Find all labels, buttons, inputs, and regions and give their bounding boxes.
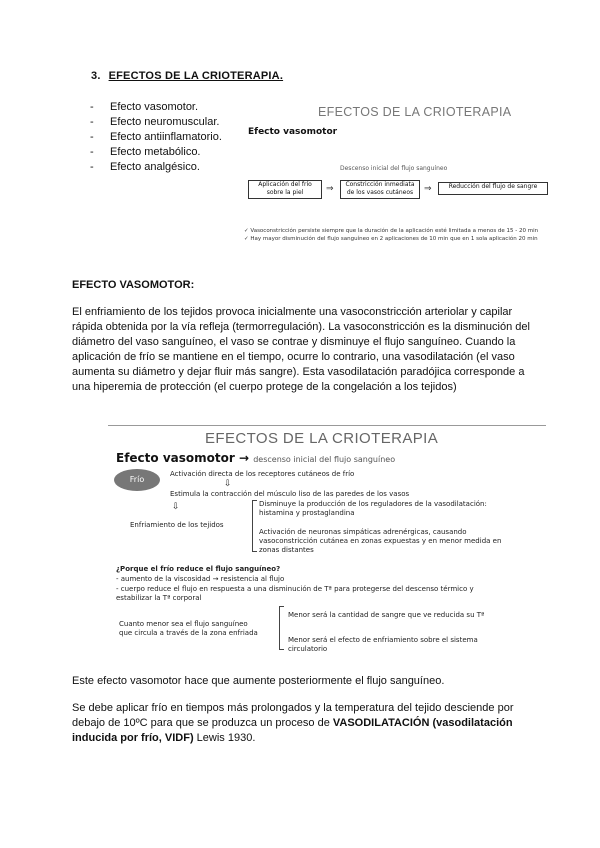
figure1-title: EFECTOS DE LA CRIOTERAPIA — [318, 105, 512, 119]
diagram-line: - aumento de la viscosidad → resistencia al flujo — [116, 575, 285, 583]
figure1-note: ✓ Vasoconstricción persiste siempre que la duración de la aplicación esté limitada a menos de 15 - 20 min — [244, 228, 539, 234]
vidf-term: VASODILATACIÓN (vasodilatación inducida por frío, VIDF) — [72, 717, 513, 744]
list-item: - Efecto antiinflamatorio. — [90, 130, 222, 145]
list-item: - Efecto analgésico. — [90, 160, 222, 175]
diagram-question: ¿Porque el frío reduce el flujo sanguíneo? — [116, 565, 281, 573]
diagram-line: que circula a través de la zona enfriada — [119, 629, 258, 637]
diagram-line: Menor será el efecto de enfriamiento sobre el sistema — [288, 636, 478, 644]
list-item: - Efecto vasomotor. — [90, 100, 222, 115]
cold-oval: Frío — [114, 469, 160, 491]
arrow-icon: ⇒ — [326, 183, 334, 193]
vasomotor-paragraph — [72, 305, 530, 395]
diagram-line: vasoconstricción cutánea en zonas expuestas y en menor medida en — [259, 537, 502, 545]
section-number: 3. — [91, 70, 101, 82]
section-title: EFECTOS DE LA CRIOTERAPIA. — [108, 70, 284, 82]
diagram-line: Activación directa de los receptores cutáneos de frío — [170, 470, 355, 478]
list-item: - Efecto metabólico. — [90, 145, 222, 160]
figure2-subtitle — [116, 451, 395, 465]
diagram-line: - cuerpo reduce el flujo en respuesta a una disminución de Tª para protegerse del descenso térmico y — [116, 585, 474, 593]
flow-box-reduction: Reducción del flujo de sangre — [438, 182, 548, 195]
diagram-line: histamina y prostaglandina — [259, 509, 355, 517]
brace — [279, 606, 284, 650]
down-arrow-icon: ⇩ — [224, 479, 232, 489]
paragraph-text — [72, 701, 530, 746]
effects-list — [90, 100, 222, 175]
diagram-line: estabilizar la Tª corporal — [116, 594, 202, 602]
diagram-line: zonas distantes — [259, 546, 314, 554]
diagram-line: Activación de neuronas simpáticas adrenérgicas, causando — [259, 528, 467, 536]
paragraph-text: El enfriamiento de los tejidos provoca inicialmente una vasoconstricción arteriolar y capilar rápida obtenida por la vía refleja (termorregulación). La vasoconstricción es la disminución del diámetro del vaso sanguíneo, el vaso se contrae y disminuye el flujo sanguíneo. Cuando la aplicación de frío se mantiene en el tiempo, ocurre lo contrario, una vasodilatación (el vaso aumenta su diámetro y dejar fluir más sangre). Esta vasodilatación paradójica corresponde a una hiperemia de protección (el cuerpo protege de la congelación a los tejidos) — [72, 306, 530, 393]
figure2-title: EFECTOS DE LA CRIOTERAPIA — [205, 430, 439, 447]
arrow-icon: ⇒ — [424, 183, 432, 193]
flow-box-cold-application: Aplicación del frío sobre la piel — [248, 180, 322, 199]
brace — [252, 500, 257, 552]
vasomotor-title: EFECTO VASOMOTOR: — [72, 279, 195, 291]
section-heading — [91, 70, 283, 82]
list-item: - Efecto neuromuscular. — [90, 115, 222, 130]
text-span: Se debe aplicar frío en tiempos más prolongados y la temperatura del tejido desciende por debajo de 10ºC para que se produzca un proceso de — [72, 702, 514, 729]
figure1-subtitle: Efecto vasomotor — [248, 127, 338, 137]
diagram-line: Disminuye la producción de los reguladores de la vasodilatación: — [259, 500, 487, 508]
down-arrow-icon: ⇩ — [172, 502, 180, 512]
diagram-line: Menor será la cantidad de sangre que ve reducida su Tª — [288, 611, 485, 619]
figure1-note: ✓ Hay mayor disminución del flujo sanguíneo en 2 aplicaciones de 10 min que en 1 sola aplicación 20 min — [244, 236, 538, 242]
text-span: Lewis 1930. — [193, 732, 256, 744]
flow-box-constriction: Constricción inmediata de los vasos cutáneos — [340, 180, 420, 199]
figure1-caption: Descenso inicial del flujo sanguíneo — [340, 165, 448, 172]
diagram-line: Cuanto menor sea el flujo sanguíneo — [119, 620, 248, 628]
paragraph-text: Este efecto vasomotor hace que aumente posteriormente el flujo sanguíneo. — [72, 675, 445, 687]
diagram-line: Estimula la contracción del músculo liso de las paredes de los vasos — [170, 490, 410, 498]
figure2-subtitle-small: descenso inicial del flujo sanguíneo — [253, 455, 396, 464]
diagram-line: Enfriamiento de los tejidos — [130, 521, 224, 529]
diagram-line: circulatorio — [288, 645, 328, 653]
figure2-subtitle-main: Efecto vasomotor → — [116, 451, 250, 465]
after-paragraph-1 — [72, 674, 530, 689]
after-paragraph-2 — [72, 701, 530, 746]
